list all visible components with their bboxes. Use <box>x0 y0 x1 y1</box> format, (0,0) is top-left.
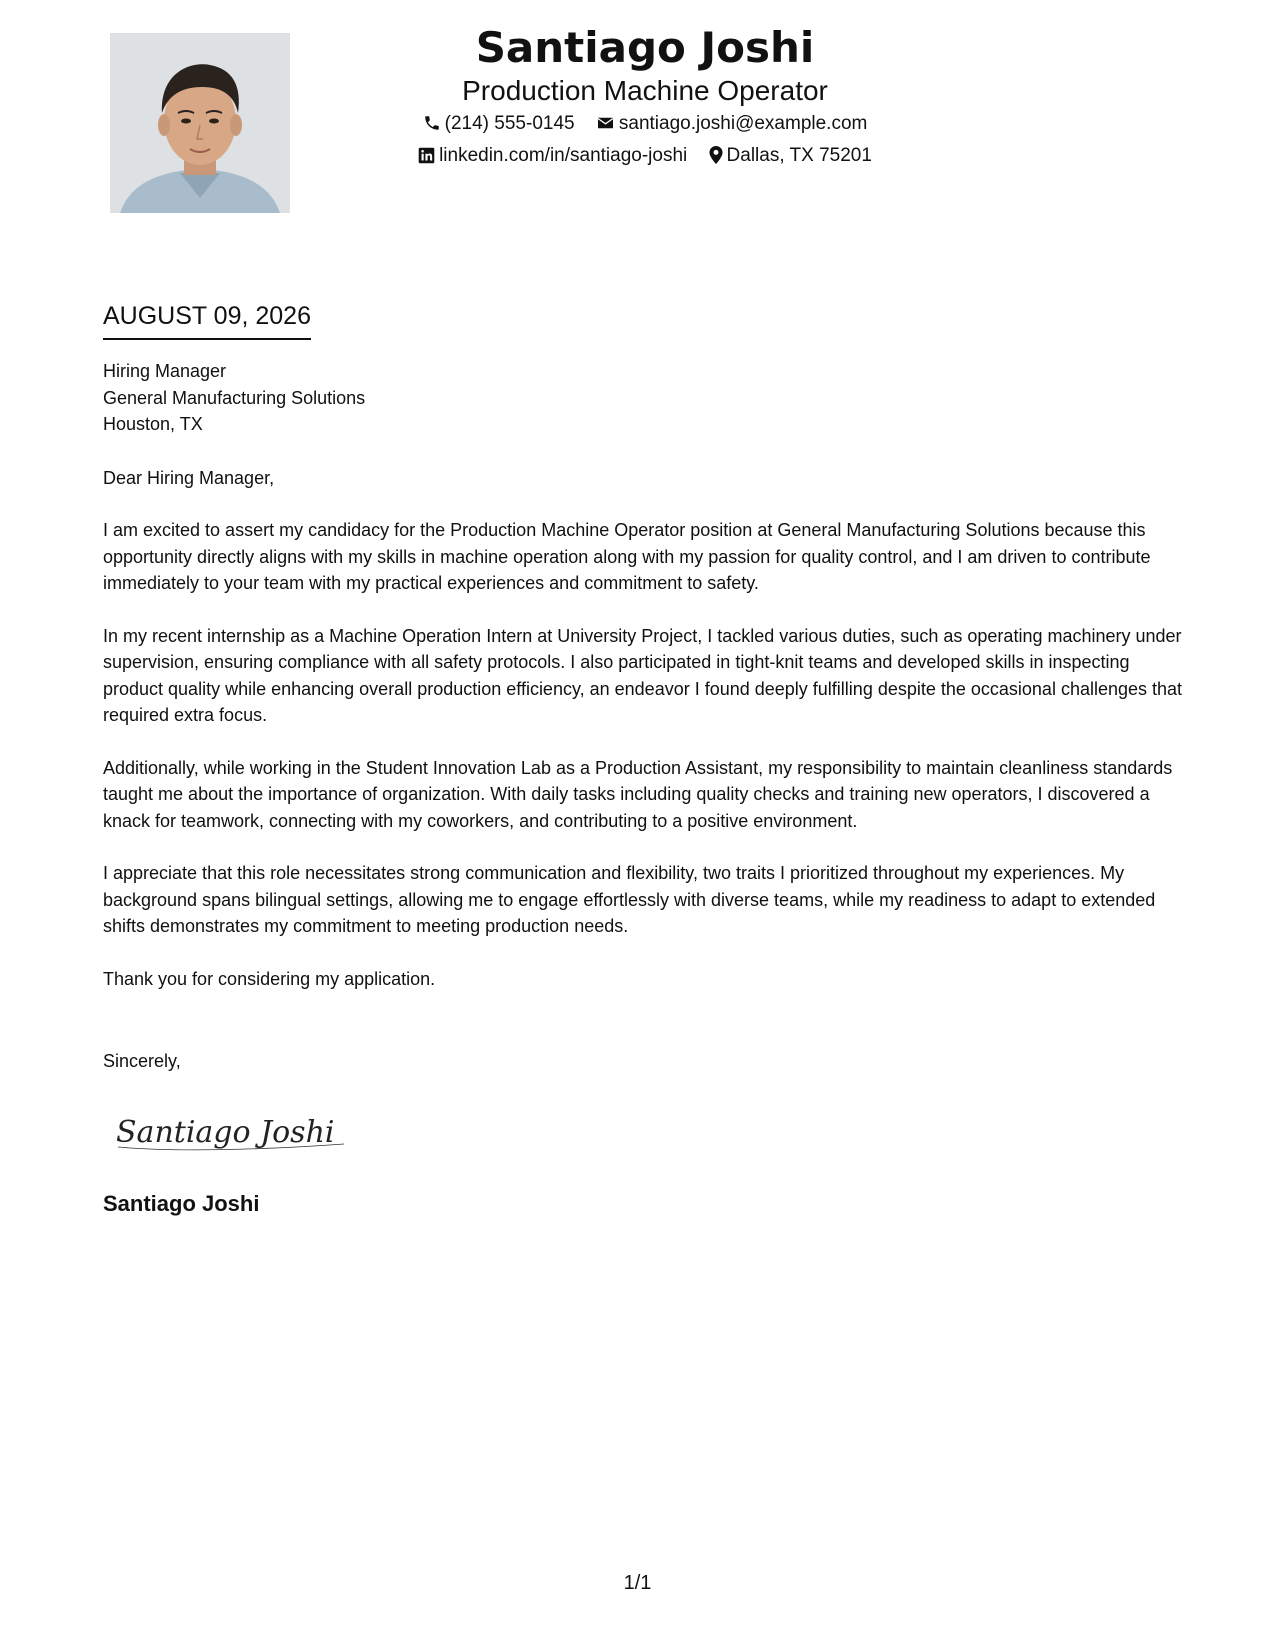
letter-header <box>330 22 960 172</box>
contact-linkedin <box>418 140 687 172</box>
linkedin-icon <box>418 147 435 164</box>
letter-date-block <box>103 298 311 340</box>
phone-number: (214) 555-0145 <box>444 113 575 134</box>
email-address: santiago.joshi@example.com <box>618 113 868 134</box>
recipient-company: General Manufacturing Solutions <box>103 387 366 408</box>
handwritten-signature <box>112 1100 352 1165</box>
signature-image <box>112 1100 352 1160</box>
portrait-image <box>110 33 290 213</box>
phone-icon <box>423 114 441 132</box>
linkedin-url: linkedin.com/in/santiago-joshi <box>439 145 688 166</box>
page-number: 1/1 <box>623 1572 652 1594</box>
greeting: Dear Hiring Manager, <box>103 467 275 488</box>
recipient-location: Houston, TX <box>103 414 203 434</box>
map-pin-icon <box>709 146 723 164</box>
paragraph: I appreciate that this role necessitates strong communication and flexibility, two traits I prioritized throughout my experiences. My background spans bilingual settings, allowing me to engage effortlessly with diverse teams, while my readiness to adapt to extended shifts demonstrates my commitment to meeting production needs. <box>103 863 1156 936</box>
letter-date: AUGUST 09, 2026 <box>103 298 311 340</box>
recipient-name: Hiring Manager <box>103 361 227 381</box>
recipient-block <box>103 358 1183 438</box>
contact-row-secondary <box>330 140 960 172</box>
profile-photo <box>110 33 290 213</box>
contact-email <box>596 108 867 140</box>
location-text: Dallas, TX 75201 <box>726 145 872 166</box>
paragraph: I am excited to assert my candidacy for the Production Machine Operator position at General Manufacturing Solutions because this opportunity directly aligns with my skills in machine operation along with my passion for quality control, and I am driven to contribute immediately to your team with my practical experiences and commitment to safety. <box>103 520 1151 593</box>
signed-name: Santiago Joshi <box>103 1191 260 1216</box>
signature-text: Santiago Joshi <box>116 1115 335 1150</box>
closing-salutation: Sincerely, <box>103 1051 181 1071</box>
letter-body <box>103 358 1183 992</box>
contact-phone <box>423 108 575 140</box>
applicant-title: Production Machine Operator <box>462 75 828 106</box>
contact-row-primary <box>330 108 960 140</box>
applicant-name: Santiago Joshi <box>475 23 815 72</box>
paragraph: Additionally, while working in the Student Innovation Lab as a Production Assistant, my responsibility to maintain cleanliness standards taught me about the importance of organization. With daily tasks including quality checks and training new operators, I discovered a knack for teamwork, connecting with my coworkers, and contributing to a positive environment. <box>103 757 1173 831</box>
thanks-line: Thank you for considering my application. <box>103 968 436 989</box>
contact-location <box>709 140 872 172</box>
envelope-icon <box>596 114 615 132</box>
paragraph: In my recent internship as a Machine Operation Intern at University Project, I tackled various duties, such as operating machinery under supervision, ensuring compliance with all safety protocols. I also participated in tight-knit teams and developed skills in inspecting product quality while enhancing overall production efficiency, an endeavor I found deeply fulfilling despite the occasional challenges that required extra focus. <box>103 625 1183 725</box>
